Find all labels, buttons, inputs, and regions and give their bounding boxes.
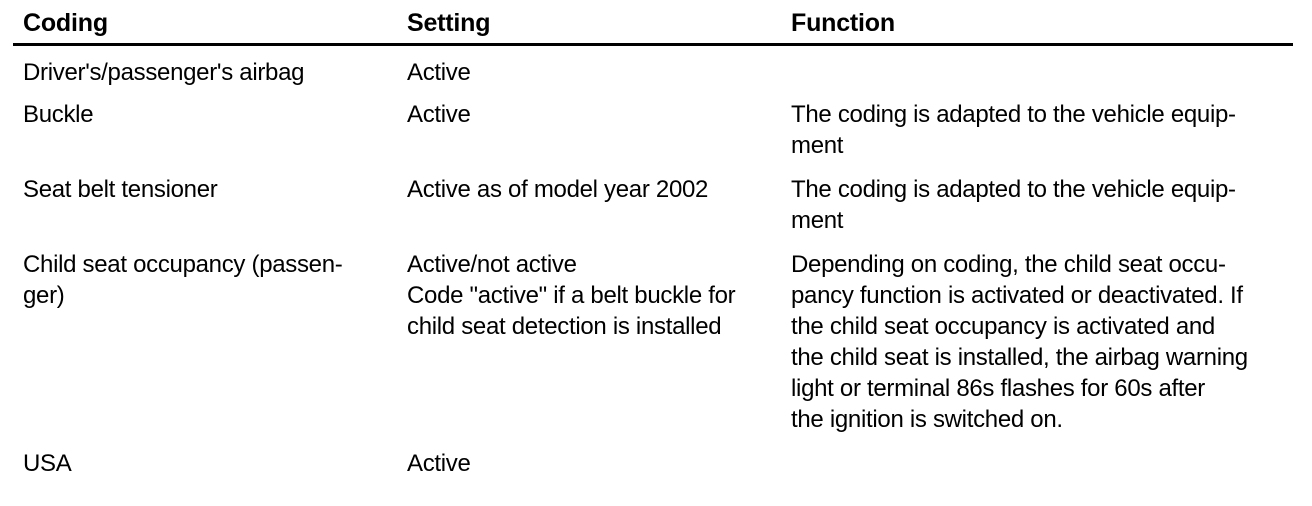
cell-function: The coding is adapted to the vehicle equip- ment xyxy=(791,176,1236,234)
cell-coding: Child seat occupancy (passen- ger) xyxy=(23,251,343,309)
cell-coding: Driver's/passenger's airbag xyxy=(23,59,305,86)
cell-setting: Active xyxy=(407,59,471,86)
table-body xyxy=(13,45,1293,485)
cell-function: The coding is adapted to the vehicle equip- ment xyxy=(791,101,1236,159)
cell-function xyxy=(781,440,1293,484)
table-row xyxy=(13,93,1293,166)
table-row xyxy=(13,241,1293,440)
cell-function xyxy=(781,45,1293,94)
cell-function: Depending on coding, the child seat occu- pancy function is activated or deactivated. If the child seat occupancy is activated and the child seat is installed, the airbag warning light or terminal 86s flashes for 60s after the ignition is switched on. xyxy=(791,251,1248,433)
cell-setting: Active xyxy=(407,101,471,128)
coding-table xyxy=(13,0,1293,484)
table-row xyxy=(13,45,1293,94)
cell-coding: Seat belt tensioner xyxy=(23,176,218,203)
cell-coding: USA xyxy=(23,450,72,477)
header-function: Function xyxy=(781,0,1293,45)
cell-setting: Active/not active Code "active" if a belt buckle for child seat detection is installed xyxy=(407,251,736,340)
table-row xyxy=(13,440,1293,484)
cell-setting: Active xyxy=(407,450,471,477)
header-row xyxy=(13,0,1293,45)
table-header xyxy=(13,0,1293,45)
cell-coding: Buckle xyxy=(23,101,94,128)
cell-setting: Active as of model year 2002 xyxy=(407,176,709,203)
header-coding: Coding xyxy=(13,0,397,45)
header-setting: Setting xyxy=(397,0,781,45)
table-row xyxy=(13,166,1293,241)
